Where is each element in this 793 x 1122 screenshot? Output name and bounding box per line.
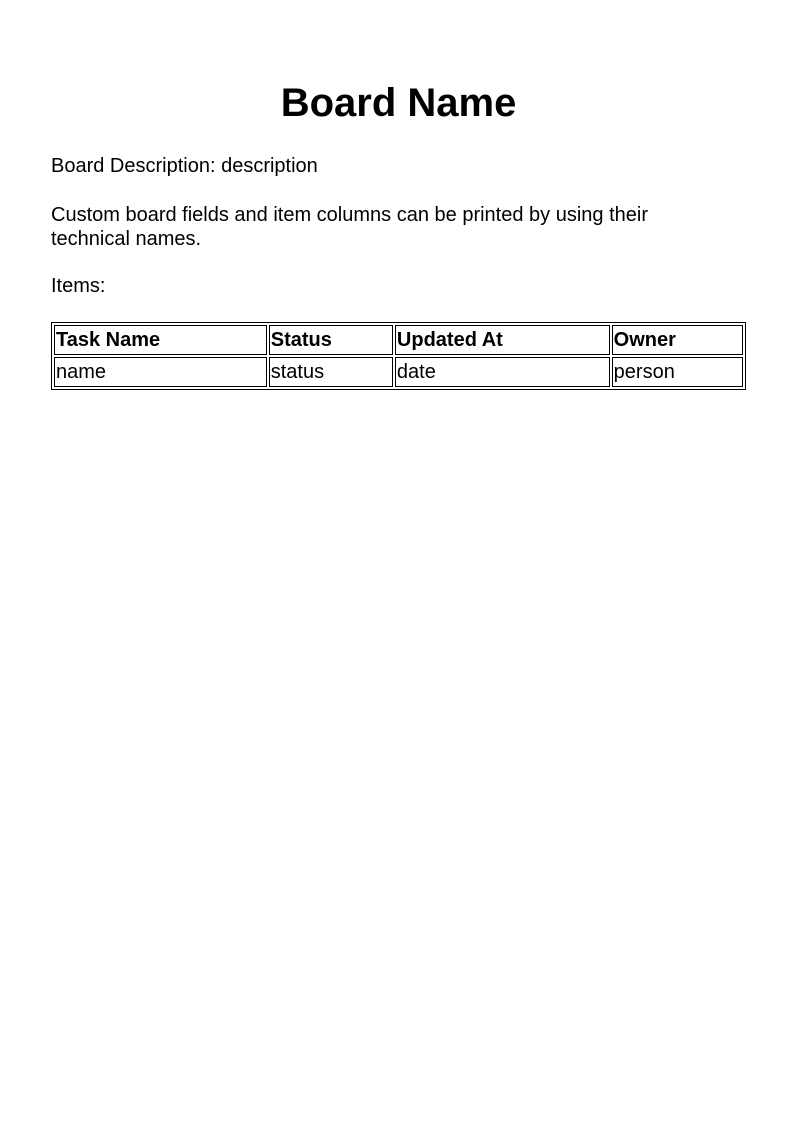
column-header-status: Status [269,325,393,355]
cell-task-name: name [54,357,267,387]
items-label: Items: [51,275,106,297]
instruction-note: Custom board fields and item columns can be printed by using their technical names. [51,204,648,250]
table-header-row [54,325,743,355]
table-row [54,357,743,387]
cell-owner: person [612,357,743,387]
items-table [51,322,746,390]
cell-status: status [269,357,393,387]
page-title: Board Name [280,81,517,125]
column-header-task-name: Task Name [54,325,267,355]
cell-updated-at: date [395,357,610,387]
column-header-updated-at: Updated At [395,325,610,355]
column-header-owner: Owner [612,325,743,355]
board-description: Board Description: description [51,155,318,177]
